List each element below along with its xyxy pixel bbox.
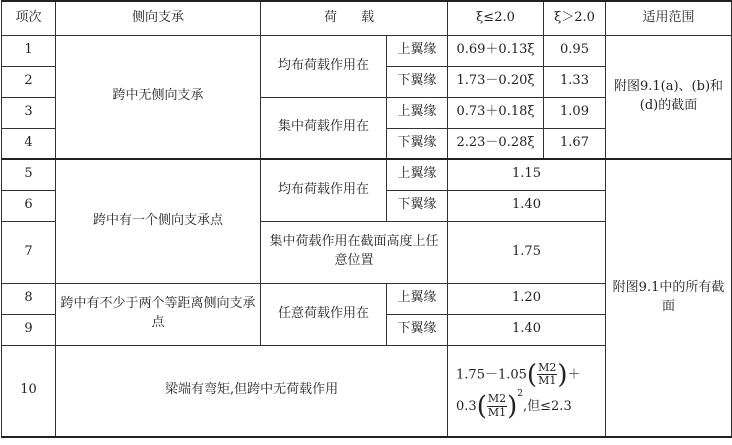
row-number: 8 [2, 283, 56, 314]
header-lateral-support: 侧向支承 [56, 1, 261, 35]
group-end-moment: 梁端有弯矩,但跨中无荷载作用 [56, 345, 448, 437]
xi-gt-value: 1.33 [544, 66, 606, 97]
formula-line-2: 0.3( $\frac{M2}{M1}$ )$^2$,但≤2.3 [456, 389, 572, 422]
flange-upper: 上翼缘 [387, 283, 448, 314]
header-xi-le: ξ≤2.0 [448, 1, 544, 35]
xi-gt-value: 1.09 [544, 97, 606, 128]
coefficient-value: 1.15 [448, 159, 606, 190]
xi-gt-value: 1.67 [544, 128, 606, 159]
xi-le-value: 0.69＋0.13ξ [448, 35, 544, 66]
header-row [2, 1, 732, 35]
end-moment-formula [448, 345, 606, 437]
beta-coefficient-table [1, 0, 732, 438]
row-number: 6 [2, 190, 56, 221]
load-uniform: 均布荷载作用在 [261, 159, 387, 221]
load-arbitrary: 任意荷载作用在 [261, 283, 387, 345]
group-one-support: 跨中有一个侧向支承点 [56, 159, 261, 283]
xi-gt-value: 0.95 [544, 35, 606, 66]
load-uniform: 均布荷载作用在 [261, 35, 387, 97]
flange-lower: 下翼缘 [387, 128, 448, 159]
coefficient-value: 1.20 [448, 283, 606, 314]
moment-ratio: $\frac{M2}{M1}$ [487, 392, 507, 420]
load-concentrated-any-height: 集中荷载作用在截面高度上任意位置 [261, 221, 448, 283]
flange-upper: 上翼缘 [387, 97, 448, 128]
header-item-no: 项次 [2, 1, 56, 35]
coefficient-value: 1.40 [448, 314, 606, 345]
coefficient-value: 1.75 [448, 221, 606, 283]
header-load: 荷 载 [261, 1, 448, 35]
xi-le-value: 2.23－0.28ξ [448, 128, 544, 159]
header-scope: 适用范围 [606, 1, 732, 35]
moment-ratio: $\frac{M2}{M1}$ [538, 360, 557, 388]
table-row [2, 159, 732, 190]
formula-line-1: 1.75－1.05( $\frac{M2}{M1}$ )＋ [456, 359, 581, 390]
flange-upper: 上翼缘 [387, 35, 448, 66]
row-number: 7 [2, 221, 56, 283]
flange-lower: 下翼缘 [387, 66, 448, 97]
row-number: 10 [2, 345, 56, 437]
row-number: 3 [2, 97, 56, 128]
group-two-plus-support: 跨中有不少于两个等距离侧向支承点 [56, 283, 261, 345]
xi-le-value: 0.73＋0.18ξ [448, 97, 544, 128]
coefficient-value: 1.40 [448, 190, 606, 221]
xi-le-value: 1.73－0.20ξ [448, 66, 544, 97]
row-number: 2 [2, 66, 56, 97]
table-row [2, 35, 732, 66]
scope-a: 附图9.1(a)、(b)和(d)的截面 [606, 35, 732, 159]
flange-upper: 上翼缘 [387, 159, 448, 190]
scope-b: 附图9.1中的所有截面 [606, 159, 732, 437]
flange-lower: 下翼缘 [387, 314, 448, 345]
header-xi-gt: ξ＞2.0 [544, 1, 606, 35]
row-number: 4 [2, 128, 56, 159]
row-number: 1 [2, 35, 56, 66]
row-number: 9 [2, 314, 56, 345]
load-concentrated: 集中荷载作用在 [261, 97, 387, 159]
group-no-support: 跨中无侧向支承 [56, 35, 261, 159]
flange-lower: 下翼缘 [387, 190, 448, 221]
row-number: 5 [2, 159, 56, 190]
